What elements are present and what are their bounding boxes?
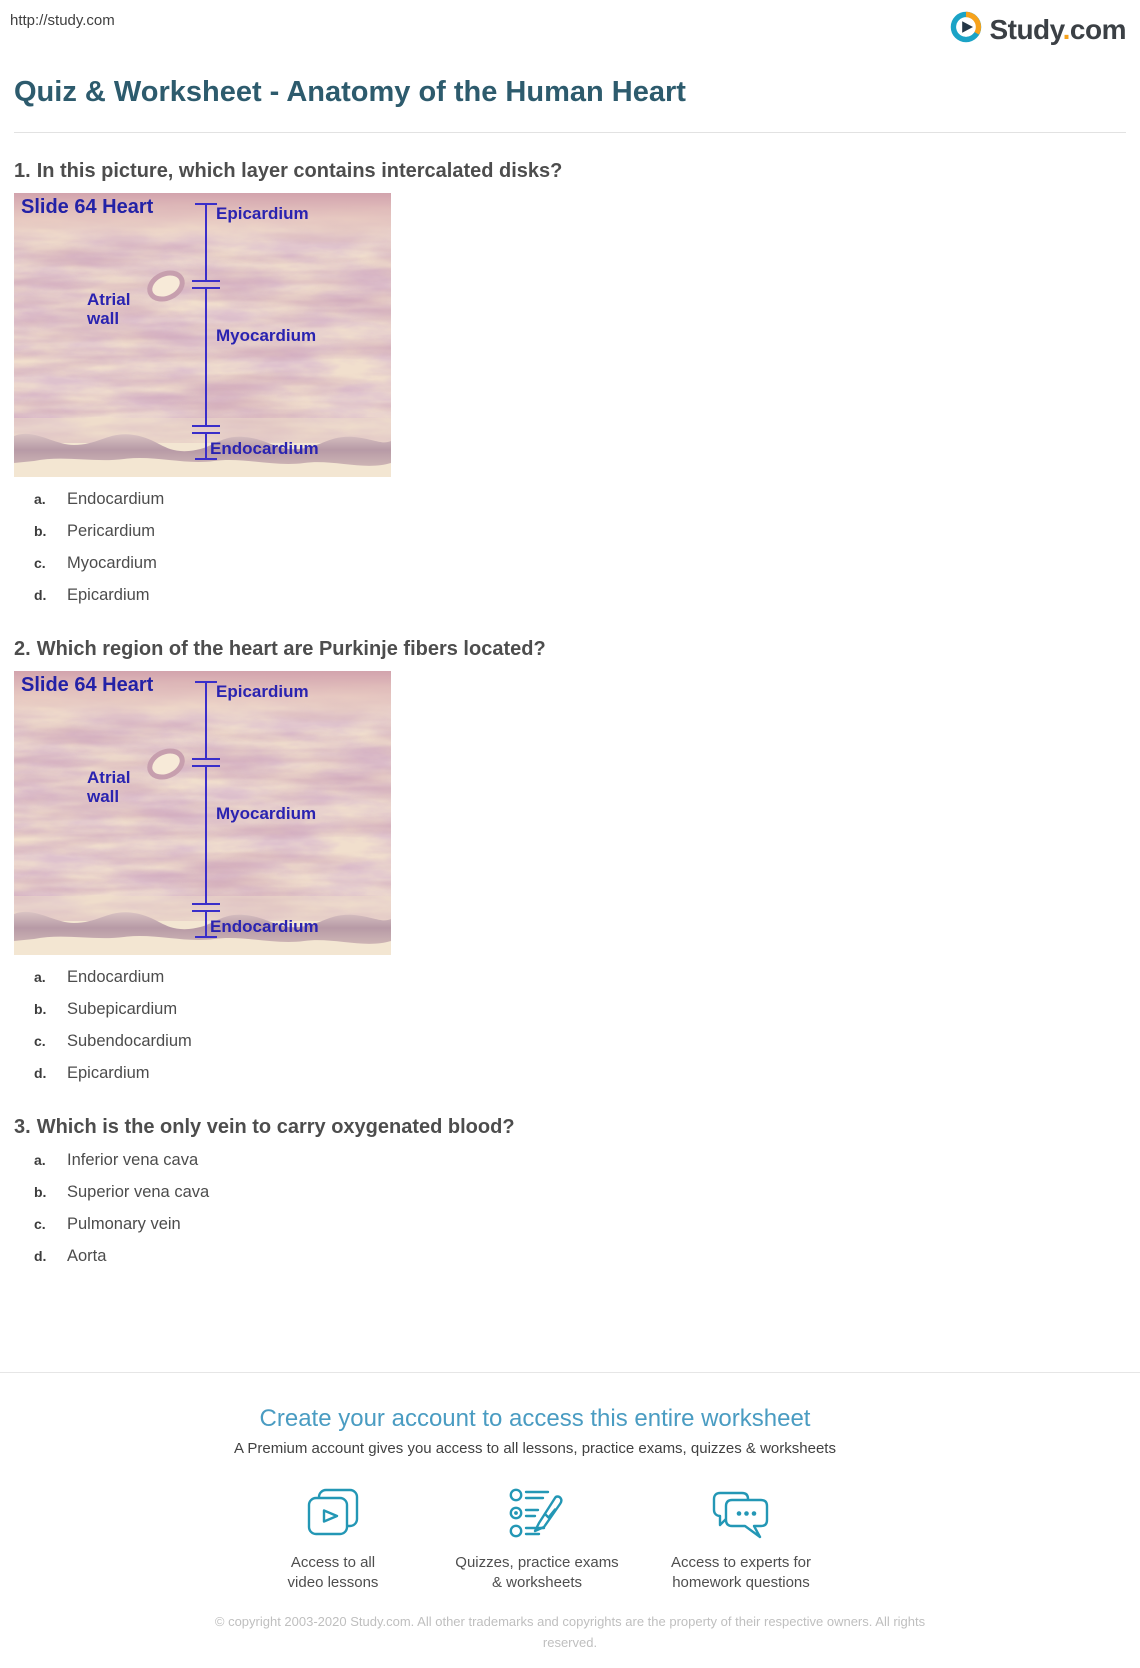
- figure-label-myocardium: Myocardium: [216, 804, 317, 823]
- feature-video-lessons: [231, 1485, 435, 1593]
- copyright-notice: © copyright 2003-2020 Study.com. All other trademarks and copyrights are the property of their respective owners. All rights reserved.: [214, 1614, 926, 1650]
- cta-subtitle: A Premium account gives you access to all lessons, practice exams, quizzes & worksheets: [234, 1440, 836, 1457]
- title-divider: [14, 132, 1126, 133]
- option-a: a. Endocardium: [34, 967, 165, 986]
- figure-slide-title: Slide 64 Heart: [21, 674, 154, 696]
- question-1-options: [14, 483, 1140, 611]
- heart-histology-figure-1: [14, 193, 391, 477]
- feature-label: Quizzes, practice exams & worksheets: [455, 1554, 619, 1591]
- question-3-options: [14, 1144, 1140, 1272]
- heart-histology-figure-2: [14, 671, 391, 955]
- question-2-options: [14, 961, 1140, 1089]
- studycom-logo[interactable]: [949, 10, 1126, 49]
- figure-label-endocardium: Endocardium: [210, 439, 319, 458]
- video-lessons-icon: [231, 1485, 435, 1541]
- option-d: d. Epicardium: [34, 1063, 150, 1082]
- option-b: b. Superior vena cava: [34, 1182, 210, 1201]
- option-c: c. Myocardium: [34, 553, 157, 572]
- histology-tissue-image: [14, 671, 391, 955]
- option-c: c. Subendocardium: [34, 1031, 192, 1050]
- histology-tissue-image: [14, 193, 391, 477]
- play-circle-logo-icon: [949, 10, 983, 49]
- question-3: [14, 1116, 1140, 1272]
- option-b: b. Subepicardium: [34, 999, 178, 1018]
- feature-homework-experts: [639, 1485, 843, 1593]
- option-a: a. Inferior vena cava: [34, 1150, 199, 1169]
- question-2: [14, 638, 1140, 1089]
- feature-label: Access to all video lessons: [287, 1554, 379, 1591]
- figure-label-atrial-wall: Atrial wall: [87, 768, 131, 806]
- chat-experts-icon: [639, 1485, 843, 1541]
- figure-label-atrial-wall: Atrial wall: [87, 290, 131, 328]
- question-2-heading: 2. Which region of the heart are Purkinje fibers located?: [14, 638, 546, 660]
- option-d: d. Aorta: [34, 1246, 107, 1265]
- option-a: a. Endocardium: [34, 489, 165, 508]
- option-c: c. Pulmonary vein: [34, 1214, 181, 1233]
- option-d: d. Epicardium: [34, 585, 150, 604]
- option-b: b. Pericardium: [34, 521, 156, 540]
- feature-label: Access to experts for homework questions: [670, 1554, 812, 1591]
- logo-wordmark: Study.com: [989, 13, 1126, 45]
- account-cta-footer: [0, 1372, 1140, 1668]
- figure-label-endocardium: Endocardium: [210, 917, 319, 936]
- page-header: [0, 0, 1140, 50]
- figure-label-epicardium: Epicardium: [216, 204, 309, 223]
- figure-slide-title: Slide 64 Heart: [21, 196, 154, 218]
- figure-label-myocardium: Myocardium: [216, 326, 317, 345]
- quiz-pencil-icon: [435, 1485, 639, 1541]
- cta-title: Create your account to access this entire worksheet: [259, 1405, 811, 1432]
- page-title: Quiz & Worksheet - Anatomy of the Human Heart: [14, 76, 686, 108]
- page-url: http://study.com: [10, 12, 115, 29]
- question-1: [14, 160, 1140, 611]
- question-1-heading: 1. In this picture, which layer contains intercalated disks?: [14, 160, 563, 182]
- question-3-heading: 3. Which is the only vein to carry oxygenated blood?: [14, 1116, 515, 1138]
- figure-label-epicardium: Epicardium: [216, 682, 309, 701]
- feature-quizzes-worksheets: [435, 1485, 639, 1593]
- feature-list: [231, 1485, 843, 1593]
